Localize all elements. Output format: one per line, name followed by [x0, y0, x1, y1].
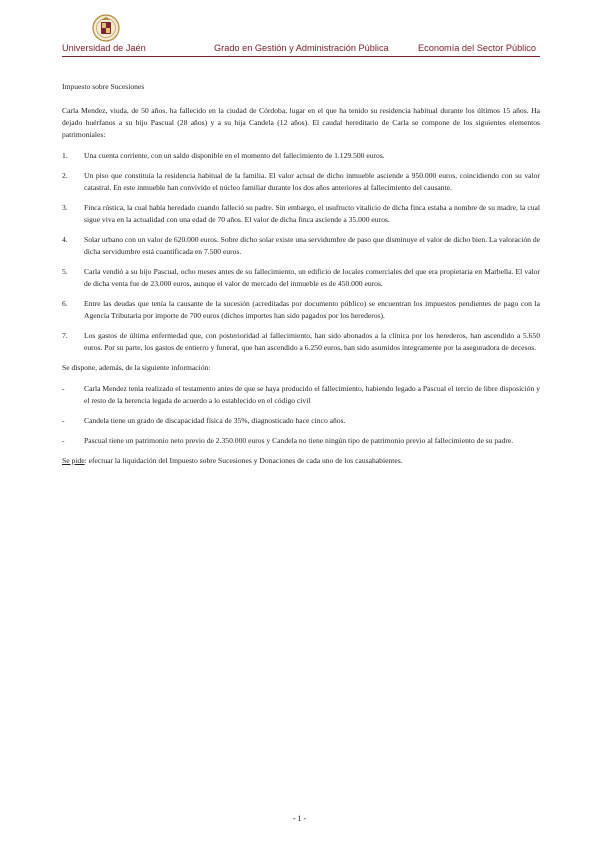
- list-item: [62, 298, 540, 322]
- list-item-text: Carla Mendez tenía realizado el testamento antes de que se haya producido el fallecimiento, habiendo legado a Pascual el tercio de libre disposición y el resto de la herencia legada de acuerdo a lo establecido en el código civil: [84, 384, 540, 405]
- list-item-text: Finca rústica, la cual había heredado cuando falleció su padre. Sin embargo, el usufructo vitalicio de dicha finca estaba a nombre de su madre, la cual sigue viva en la actualidad con una edad de 70 años. El valor de dicha finca asciende a 35.000 euros.: [84, 203, 540, 224]
- task-paragraph: [62, 455, 540, 467]
- list-item: [62, 435, 540, 447]
- page-number: - 1 -: [292, 814, 307, 823]
- list-item: [62, 150, 540, 162]
- list-item-number: 5.: [62, 267, 68, 276]
- header-university: Universidad de Jaén: [62, 43, 146, 53]
- page-header: [62, 14, 540, 58]
- list-item-text: Una cuenta corriente, con un saldo disponible en el momento del fallecimiento de 1.129.500 euros.: [84, 151, 385, 160]
- intro-paragraph: Carla Mendez, viuda, de 50 años, ha fallecido en la ciudad de Córdoba, lugar en el que ha tenido su residencia habitual durante los últimos 15 años. Ha dejado huérfanos a su hijo Pascual (28 años) y a su hija Candela (12 años). El caudal hereditario de Carla se compone de los siguientes elementos patrimoniales:: [62, 106, 540, 139]
- header-degree: Grado en Gestión y Administración Pública: [214, 43, 389, 53]
- list-item-number: 3.: [62, 203, 68, 212]
- list-item-text: Entre las deudas que tenía la causante de la sucesión (acreditadas por documento público) se encuentran los impuestos pendientes de pago con la Agencia Tributaria por importe de 700 euros (dichos importes han sido pagados por los herederos).: [84, 299, 540, 320]
- dash-marker: -: [62, 384, 65, 393]
- asset-list: [62, 150, 540, 354]
- task-label: Se pide: [62, 456, 85, 465]
- list-item-number: 2.: [62, 171, 68, 180]
- list-item: [62, 383, 540, 407]
- header-divider: [62, 56, 540, 57]
- list-item: [62, 234, 540, 258]
- list-item: [62, 415, 540, 427]
- dash-marker: -: [62, 416, 65, 425]
- header-course: Economía del Sector Público: [418, 43, 536, 53]
- list-item: [62, 202, 540, 226]
- list-item-number: 4.: [62, 235, 68, 244]
- list-item: [62, 266, 540, 290]
- list-item: [62, 330, 540, 354]
- list-item: [62, 170, 540, 194]
- task-text: : efectuar la liquidación del Impuesto sobre Sucesiones y Donaciones de cada uno de los causahabientes.: [84, 456, 403, 465]
- document-title: Impuesto sobre Sucesiones: [62, 82, 145, 91]
- list-item-number: 7.: [62, 331, 68, 340]
- extra-info-intro: Se dispone, además, de la siguiente información:: [62, 363, 211, 372]
- list-item-number: 6.: [62, 299, 68, 308]
- list-item-text: Un piso que constituía la residencia habitual de la familia. El valor actual de dicho inmueble asciende a 950.000 euros, coincidiendo con su valor catastral. En este inmueble han convivido el núcleo familiar durante los dos años anteriores al fallecimiento del causante.: [84, 171, 540, 192]
- list-item-text: Los gastos de última enfermedad que, con posterioridad al fallecimiento, han sido abonados a la clínica por los herederos, han ascendido a 5.650 euros. Por su parte, los gastos de entierro y funeral, que han ascendido a 6.250 euros, han sido asumidos íntegramente por la aseguradora de decesos.: [84, 331, 540, 352]
- dash-marker: -: [62, 436, 65, 445]
- list-item-text: Solar urbano con un valor de 620.000 euros. Sobre dicho solar existe una servidumbre de paso que disminuye el valor de dicho bien. La valoración de dicha servidumbre está cuantificada en 7.500 euros.: [84, 235, 540, 256]
- university-seal-icon: [92, 14, 120, 42]
- list-item-number: 1.: [62, 151, 68, 160]
- list-item-text: Pascual tiene un patrimonio neto previo de 2.350.000 euros y Candela no tiene ningún tipo de patrimonio previo al fallecimiento de su padre.: [84, 436, 514, 445]
- list-item-text: Candela tiene un grado de discapacidad física de 35%, diagnosticado hace cinco años.: [84, 416, 346, 425]
- document-body: [62, 81, 540, 476]
- list-item-text: Carla vendió a su hijo Pascual, ocho meses antes de su fallecimiento, un edificio de locales comerciales del que era propietaria en Marbella. El valor de dicha venta fue de 23.000 euros, aunque el valor de mercado del inmueble es de 450.000 euros.: [84, 267, 540, 288]
- extra-info-list: [62, 383, 540, 447]
